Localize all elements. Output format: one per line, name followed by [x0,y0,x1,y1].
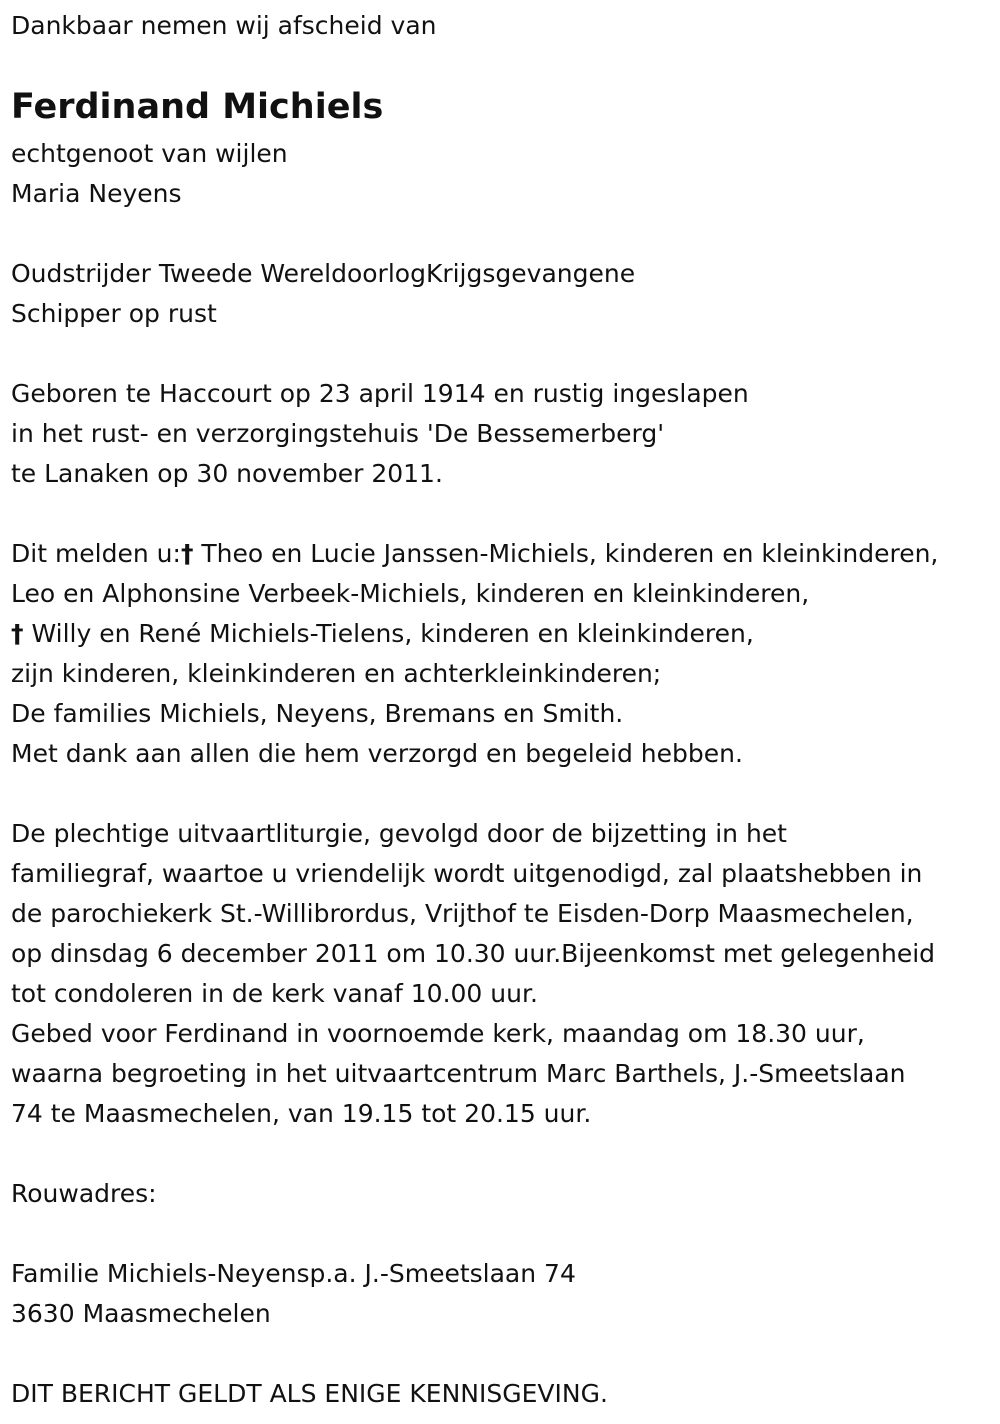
funeral-line-7: waarna begroeting in het uitvaartcentrum Marc Barthels, J.-Smeetslaan [11,1059,906,1088]
announcers-line-5: De families Michiels, Neyens, Bremans en Smith. [11,699,624,728]
announcers-line-6: Met dank aan allen die hem verzorgd en begeleid hebben. [11,739,743,768]
announcers-line-4: zijn kinderen, kleinkinderen en achterkleinkinderen; [11,659,662,688]
funeral-line-6: Gebed voor Ferdinand in voornoemde kerk, maandag om 18.30 uur, [11,1019,865,1048]
intro-text: Dankbaar nemen wij afscheid van [11,11,437,40]
announcers-line-1-text: Theo en Lucie Janssen-Michiels, kinderen en kleinkinderen, [193,539,939,568]
birth-death-line-1: Geboren te Haccourt op 23 april 1914 en rustig ingeslapen [11,379,749,408]
spouse-line-2: Maria Neyens [11,179,182,208]
funeral-line-3: de parochiekerk St.-Willibrordus, Vrijthof te Eisden-Dorp Maasmechelen, [11,899,914,928]
address-line-2: 3630 Maasmechelen [11,1299,271,1328]
funeral-line-4: op dinsdag 6 december 2011 om 10.30 uur.Bijeenkomst met gelegenheid [11,939,936,968]
spouse-line-1: echtgenoot van wijlen [11,139,288,168]
birth-death-line-3: te Lanaken op 30 november 2011. [11,459,443,488]
funeral-line-8: 74 te Maasmechelen, van 19.15 tot 20.15 uur. [11,1099,592,1128]
address-label: Rouwadres: [11,1179,157,1208]
funeral-line-2: familiegraf, waartoe u vriendelijk wordt uitgenodigd, zal plaatshebben in [11,859,923,888]
announcers-line-3-text: Willy en René Michiels-Tielens, kinderen en kleinkinderen, [23,619,754,648]
titles-line-1: Oudstrijder Tweede WereldoorlogKrijgsgevangene [11,259,636,288]
announcers-prefix: Dit melden u: [11,539,181,568]
announcers-line-1 [11,534,938,574]
announcers-line-3 [11,614,754,654]
announcers-line-2: Leo en Alphonsine Verbeek-Michiels, kinderen en kleinkinderen, [11,579,810,608]
funeral-line-5: tot condoleren in de kerk vanaf 10.00 uur. [11,979,538,1008]
closing-notice: DIT BERICHT GELDT ALS ENIGE KENNISGEVING. [11,1379,608,1408]
funeral-line-1: De plechtige uitvaartliturgie, gevolgd door de bijzetting in het [11,819,787,848]
birth-death-line-2: in het rust- en verzorgingstehuis 'De Bessemerberg' [11,419,665,448]
titles-line-2: Schipper op rust [11,299,217,328]
cross-icon: † [11,619,24,648]
address-line-1: Familie Michiels-Neyensp.a. J.-Smeetslaan 74 [11,1259,576,1288]
deceased-name: Ferdinand Michiels [11,87,384,127]
cross-icon: † [180,539,194,568]
